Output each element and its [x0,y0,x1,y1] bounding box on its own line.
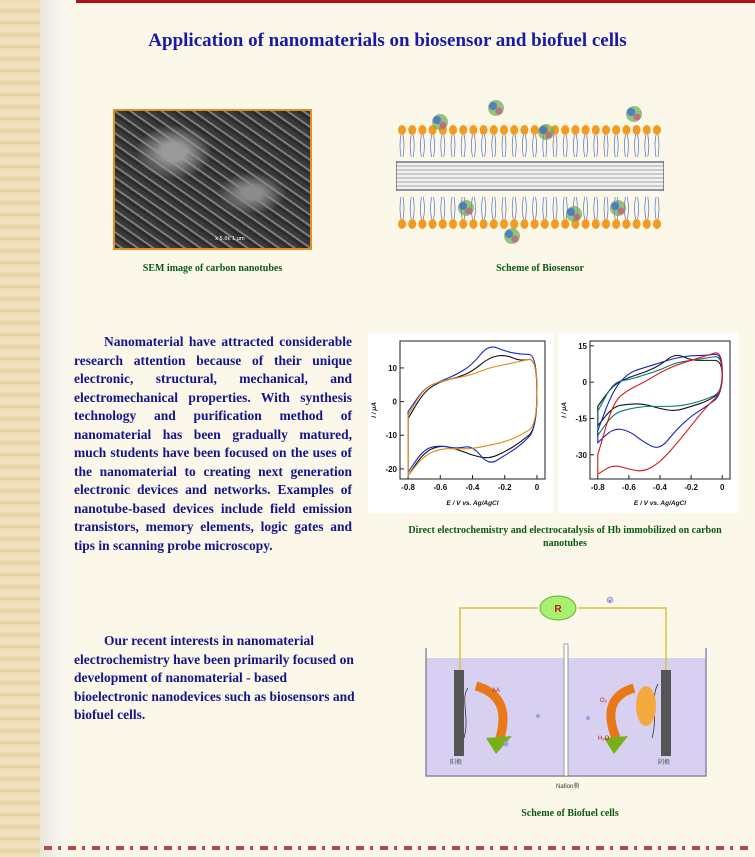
left-shadow [40,0,76,857]
lipid-tail [522,135,526,157]
lipid-tail [502,135,506,157]
x-tick-label: -0.2 [497,483,512,492]
protein-icon [458,200,474,216]
lipid-tail [451,197,455,219]
lipid-tail [635,135,639,157]
lipid-head [429,219,437,229]
membrane-label: Nafion膜 [556,784,580,790]
y-axis-label: I / μA [371,402,378,418]
ion-dot [504,742,509,747]
y-tick-label: 0 [392,397,397,407]
lipid-tail [604,135,608,157]
caption-biofuel: Scheme of Biofuel cells [521,808,619,819]
enzyme-icon [636,686,656,726]
lipid-head [490,125,498,135]
sem-scale-label: x 5.0k 1 μm [215,236,245,242]
lipid-head [622,125,630,135]
lipid-tail [512,197,516,219]
lipid-tail [614,135,618,157]
x-axis-label: E / V vs. Ag/AgCl [446,500,499,507]
lipid-head [622,219,630,229]
lipid-head [561,125,569,135]
lipid-head [561,219,569,229]
lipid-head [582,125,590,135]
caption-electrochemistry: Direct electrochemistry and electrocatalysis of Hb immobilized on carbon nanotubes [408,525,722,549]
lipid-tail [533,135,537,157]
anode-electrode [454,670,464,756]
x-tick-label: -0.4 [465,483,480,492]
lipid-tail [441,197,445,219]
lipid-head [500,219,508,229]
lipid-head [480,125,488,135]
protein-icon [566,206,582,222]
plot-frame [400,341,545,479]
x-tick-label: -0.6 [621,483,636,492]
sem-image [113,109,312,250]
lipid-head [643,219,651,229]
lipid-tail [563,135,567,157]
lipid-head [571,125,579,135]
lipid-tail [584,197,588,219]
lipid-head [469,125,477,135]
lipid-tail [492,135,496,157]
x-tick-label: -0.8 [590,483,605,492]
cv-chart-2 [558,333,738,513]
bottom-dashed-border [44,846,749,850]
lipid-head [408,219,416,229]
x-tick-label: -0.2 [684,483,699,492]
lipid-tail [400,197,404,219]
x-tick-label: -0.6 [433,483,448,492]
lipid-tail [482,197,486,219]
cv-series-orange [408,359,537,475]
x-axis-label: E / V vs. Ag/AgCl [633,500,687,507]
aa-label: AA [492,688,501,694]
lipid-tail [624,135,628,157]
lipid-head [592,125,600,135]
intro-paragraph: Nanomaterial have attracted considerable research attention because of their unique electronic, structural, mechanical, and electromechanical properties. With synthesis technology and purification method of nanomaterial has been gradually matured, much students have been focused on the uses of the nanomaterial to creating next generation electronic devices and networks. Examples of nanotube-based devices include field emission transistors, memory elements, logic gates and tips in scanning probe microscopy. [74,334,352,553]
y-axis-label: I / μA [561,402,568,418]
y-tick-label: -10 [385,431,397,441]
cathode-label: 阴极 [658,760,671,766]
lipid-head [612,219,620,229]
lipid-head [500,125,508,135]
research-paragraph: Our recent interests in nanomaterial electrochemistry have been primarily focused on development of nanomaterial - based bioelectronic nanodevices such as biosensors and biofuel cells. [74,633,355,722]
lipid-tail [441,135,445,157]
protein-icon [610,200,626,216]
lipid-tail [502,197,506,219]
lipid-head [643,125,651,135]
protein-icon [538,124,554,140]
lipid-head [449,125,457,135]
y-tick-label: 0 [582,378,587,388]
lipid-head [398,125,406,135]
lipid-head [398,219,406,229]
electron-label: e [609,599,611,603]
lipid-head [469,219,477,229]
protein-icon [432,114,448,130]
lipid-tail [553,135,557,157]
o2-label: O₂ [600,698,607,704]
lipid-head [541,219,549,229]
protein-icon [504,228,520,244]
lipid-tail [420,197,424,219]
page-title: Application of nanomaterials on biosensor and biofuel cells [148,30,627,51]
y-tick-label: -20 [385,464,397,474]
lipid-head [602,125,610,135]
lipid-head [602,219,610,229]
lipid-tail [451,135,455,157]
lipid-head [612,125,620,135]
cv-series-blue [408,347,537,472]
lipid-head [418,219,426,229]
lipid-tail [645,197,649,219]
top-rule [0,0,755,3]
resistor-label: R [554,604,562,615]
lipid-tail [410,135,414,157]
x-tick-label: -0.8 [401,483,415,492]
lipid-tail [431,135,435,157]
lipid-tail [431,197,435,219]
lipid-head [592,219,600,229]
cv-series-black [408,356,537,476]
lipid-head [531,125,539,135]
lipid-head [510,125,518,135]
lipid-head [633,125,641,135]
lipid-head [459,219,467,229]
ion-dot [586,716,590,720]
lipid-head [490,219,498,229]
lipid-head [653,219,661,229]
y-tick-label: 10 [388,363,397,373]
x-tick-label: -0.4 [653,483,667,492]
lipid-tail [512,135,516,157]
caption-sem: SEM image of carbon nanotubes [142,263,283,274]
lipid-tail [594,135,598,157]
lipid-head [408,125,416,135]
lipid-tail [655,135,659,157]
protein-icon [488,100,504,116]
lipid-head [633,219,641,229]
biofuel-scheme [420,588,710,800]
lipid-tail [594,197,598,219]
left-decorative-band [0,0,40,857]
lipid-tail [635,197,639,219]
lipid-tail [573,135,577,157]
lipid-head [653,125,661,135]
anode-label: 阳极 [450,760,463,766]
lipid-head [551,219,559,229]
cv-chart-1 [368,333,553,513]
y-tick-label: -30 [575,450,587,460]
lipid-head [439,219,447,229]
lipid-head [582,219,590,229]
lipid-tail [645,135,649,157]
lipid-tail [400,135,404,157]
h2o-label: H₂O [598,736,610,742]
lipid-tail [482,135,486,157]
lipid-head [459,125,467,135]
x-tick-label: 0 [719,483,725,492]
ion-dot [536,714,540,718]
lipid-head [418,125,426,135]
protein-icon [626,106,642,122]
lipid-head [531,219,539,229]
nafion-membrane [564,644,568,776]
caption-biosensor: Scheme of Biosensor [496,263,584,274]
lipid-tail [553,197,557,219]
lipid-tail [461,135,465,157]
lipid-head [520,125,528,135]
lipid-head [510,219,518,229]
lipid-tail [543,197,547,219]
cathode-electrode [661,670,671,756]
lipid-tail [604,197,608,219]
lipid-tail [522,197,526,219]
lipid-tail [655,197,659,219]
lipid-tail [533,197,537,219]
y-tick-label: 15 [578,341,587,351]
lipid-head [520,219,528,229]
lipid-head [449,219,457,229]
lipid-tail [471,135,475,157]
y-tick-label: -15 [575,414,587,424]
lipid-tail [584,135,588,157]
biosensor-scheme [396,96,664,256]
lipid-head [480,219,488,229]
lipid-tail [492,197,496,219]
nanotube [396,162,664,190]
lipid-tail [420,135,424,157]
x-tick-label: 0 [534,483,540,492]
cv-series-teal [598,357,722,436]
cv-series-black [598,355,722,425]
lipid-tail [410,197,414,219]
